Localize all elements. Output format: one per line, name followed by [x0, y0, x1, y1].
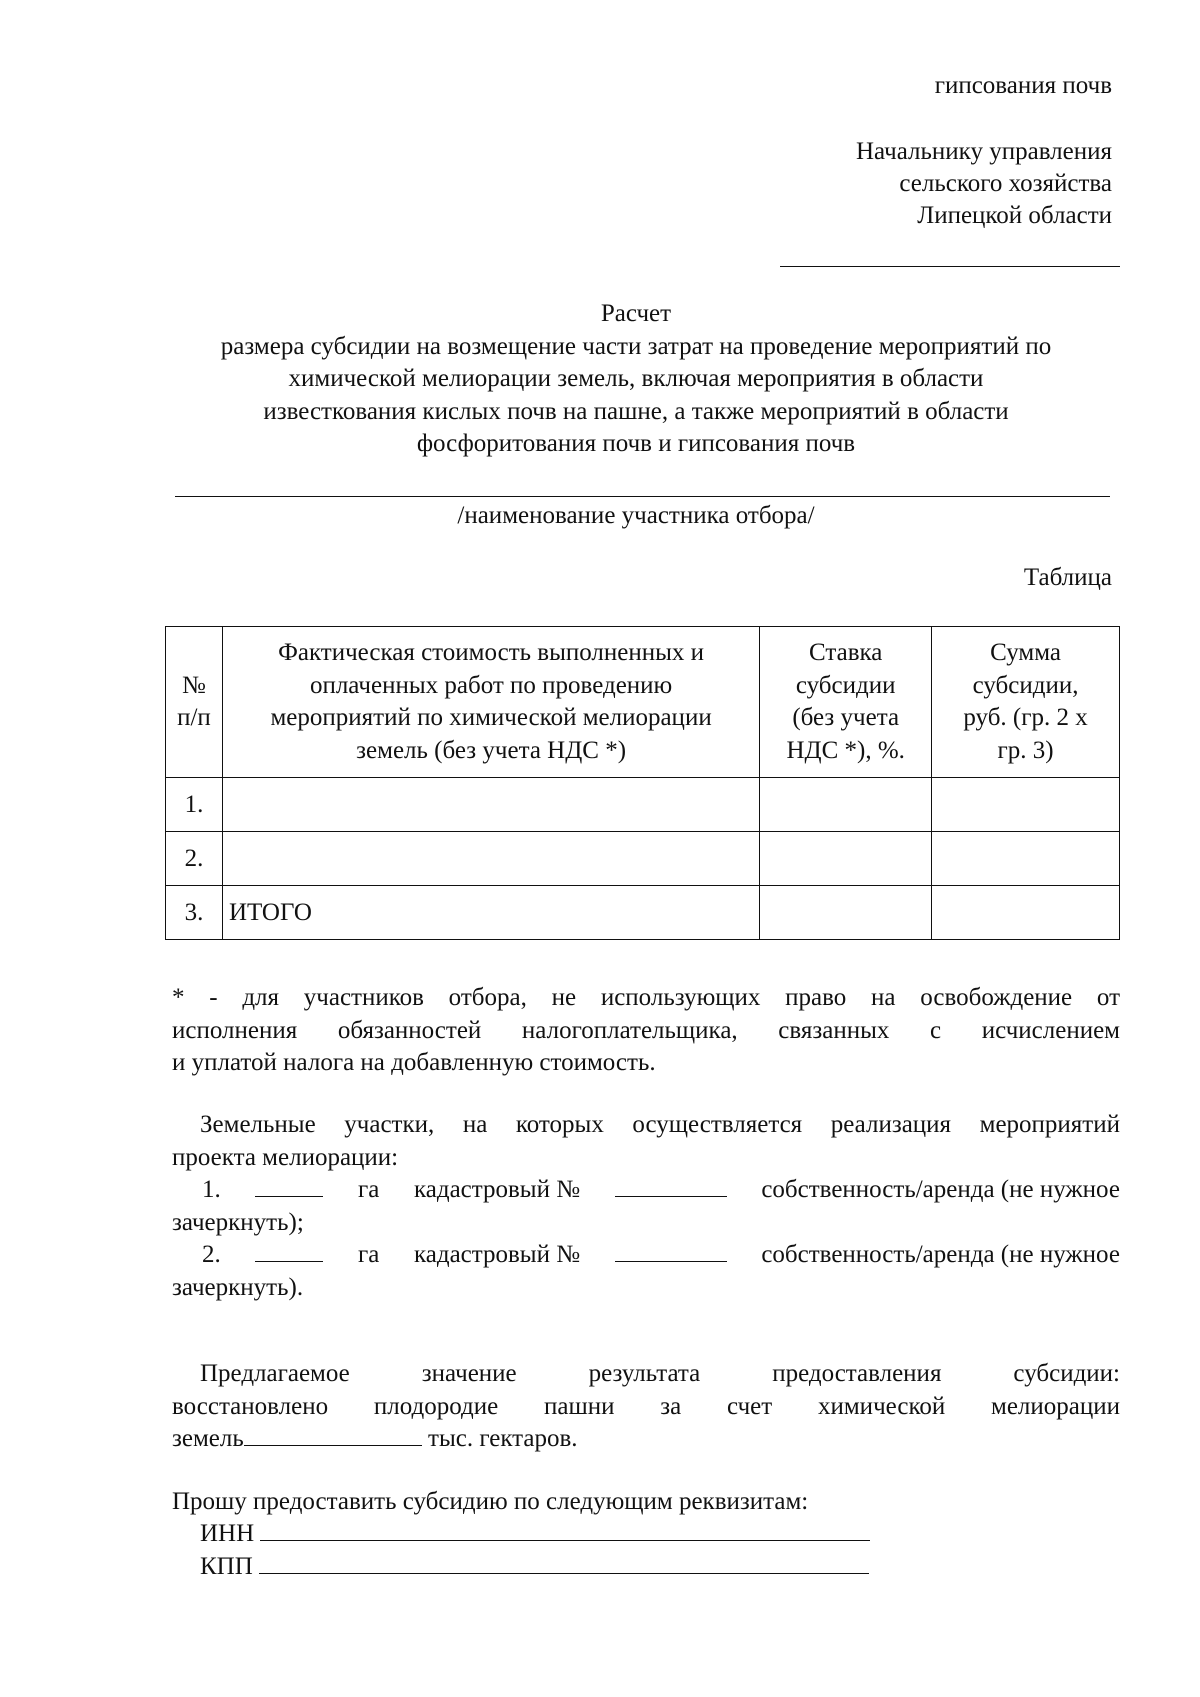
footnote-line: * - для участников отбора, не использующих право на освобождение от	[172, 984, 1120, 1011]
parcel-cadastral-field[interactable]	[615, 1239, 727, 1262]
parcel-area-field[interactable]	[255, 1174, 323, 1197]
participant-name-line	[175, 496, 1110, 497]
parcel-ownership: собственность/аренда (не нужное	[761, 1176, 1120, 1203]
addressee-line: Начальнику управления	[856, 138, 1112, 165]
result-suffix: тыс. гектаров.	[421, 1425, 578, 1452]
title-line: известкования кислых почв на пашне, а также мероприятий в области	[263, 397, 1009, 425]
parcel-unit: га	[358, 1176, 380, 1203]
row-sum-cell[interactable]	[932, 778, 1120, 832]
header-cell-rate: Ставка субсидии (без учета НДС *), %.	[760, 627, 932, 778]
parcel-cadastral-label: кадастровый №	[413, 1176, 581, 1203]
table-row-total	[166, 886, 1120, 940]
result-line: Предлагаемое значение результата предоставления субсидии:	[200, 1360, 1120, 1387]
row-rate-cell[interactable]	[760, 778, 932, 832]
row-sum-cell[interactable]	[932, 832, 1120, 886]
parcel-number: 2.	[202, 1241, 221, 1268]
parcel-cadastral-field[interactable]	[615, 1174, 727, 1197]
header-cell-number: № п/п	[166, 627, 223, 778]
result-line-value	[172, 1423, 1120, 1456]
table-label: Таблица	[1023, 564, 1112, 591]
addressee-line: сельского хозяйства	[899, 170, 1112, 197]
parcel-cadastral-label: кадастровый №	[413, 1241, 581, 1268]
parcel-item	[172, 1174, 1120, 1207]
title-line: химической мелиорации земель, включая мероприятия в области	[288, 365, 984, 392]
header-continuation: гипсования почв	[934, 72, 1112, 99]
header-cell-cost: Фактическая стоимость выполненных и оплаченных работ по проведению мероприятий по химической мелиорации земель (без учета НДС *)	[222, 627, 759, 778]
parcel-area-field[interactable]	[255, 1239, 323, 1262]
row-number: 1.	[166, 778, 223, 832]
row-rate-cell[interactable]	[760, 886, 932, 940]
table-row	[166, 778, 1120, 832]
result-value-field[interactable]	[244, 1423, 422, 1446]
requisites-intro-block	[172, 1486, 1120, 1519]
parcel-number: 1.	[202, 1176, 221, 1203]
requisites-intro: Прошу предоставить субсидию по следующим реквизитам:	[172, 1488, 809, 1515]
kpp-row	[200, 1551, 869, 1584]
row-cost-cell[interactable]	[222, 832, 759, 886]
title-line: фосфоритования почв и гипсования почв	[416, 430, 856, 457]
header-cell-sum: Сумма субсидии, руб. (гр. 2 х гр. 3)	[932, 627, 1120, 778]
title-line: размера субсидии на возмещение части затрат на проведение мероприятий по	[220, 332, 1052, 360]
inn-label: ИНН	[200, 1520, 255, 1547]
land-parcels-section	[172, 1109, 1120, 1304]
title-heading: Расчет	[600, 300, 672, 327]
row-number: 3.	[166, 886, 223, 940]
footnote-line: и уплатой налога на добавленную стоимость.	[172, 1049, 656, 1076]
inn-field[interactable]	[260, 1518, 870, 1541]
parcel-unit: га	[358, 1241, 380, 1268]
result-prefix: земель	[172, 1425, 244, 1452]
inn-row	[200, 1518, 870, 1551]
row-total-label: ИТОГО	[222, 886, 759, 940]
kpp-field[interactable]	[259, 1551, 869, 1574]
row-cost-cell[interactable]	[222, 778, 759, 832]
document-title	[160, 298, 1112, 461]
footnote-line: исполнения обязанностей налогоплательщика, связанных с исчислением	[172, 1016, 1120, 1044]
parcels-intro-line: проекта мелиорации:	[172, 1143, 399, 1171]
subsidy-table	[165, 626, 1120, 940]
parcel-item	[172, 1239, 1120, 1272]
parcel-continuation: зачеркнуть).	[172, 1273, 304, 1301]
result-section	[172, 1358, 1120, 1456]
row-number: 2.	[166, 832, 223, 886]
addressee-block	[856, 136, 1112, 232]
parcels-intro-line: Земельные участки, на которых осуществляется реализация мероприятий	[200, 1111, 1120, 1138]
result-line: восстановлено плодородие пашни за счет химической мелиорации	[172, 1392, 1120, 1420]
row-rate-cell[interactable]	[760, 832, 932, 886]
parcel-continuation: зачеркнуть);	[172, 1208, 304, 1236]
participant-caption: /наименование участника отбора/	[457, 502, 815, 529]
footnote	[172, 982, 1120, 1080]
addressee-line: Липецкой области	[917, 202, 1112, 229]
parcel-ownership: собственность/аренда (не нужное	[761, 1241, 1120, 1268]
kpp-label: КПП	[200, 1553, 253, 1580]
table-header-row	[166, 627, 1120, 778]
row-sum-cell[interactable]	[932, 886, 1120, 940]
addressee-signature-line	[780, 266, 1120, 267]
table-row	[166, 832, 1120, 886]
